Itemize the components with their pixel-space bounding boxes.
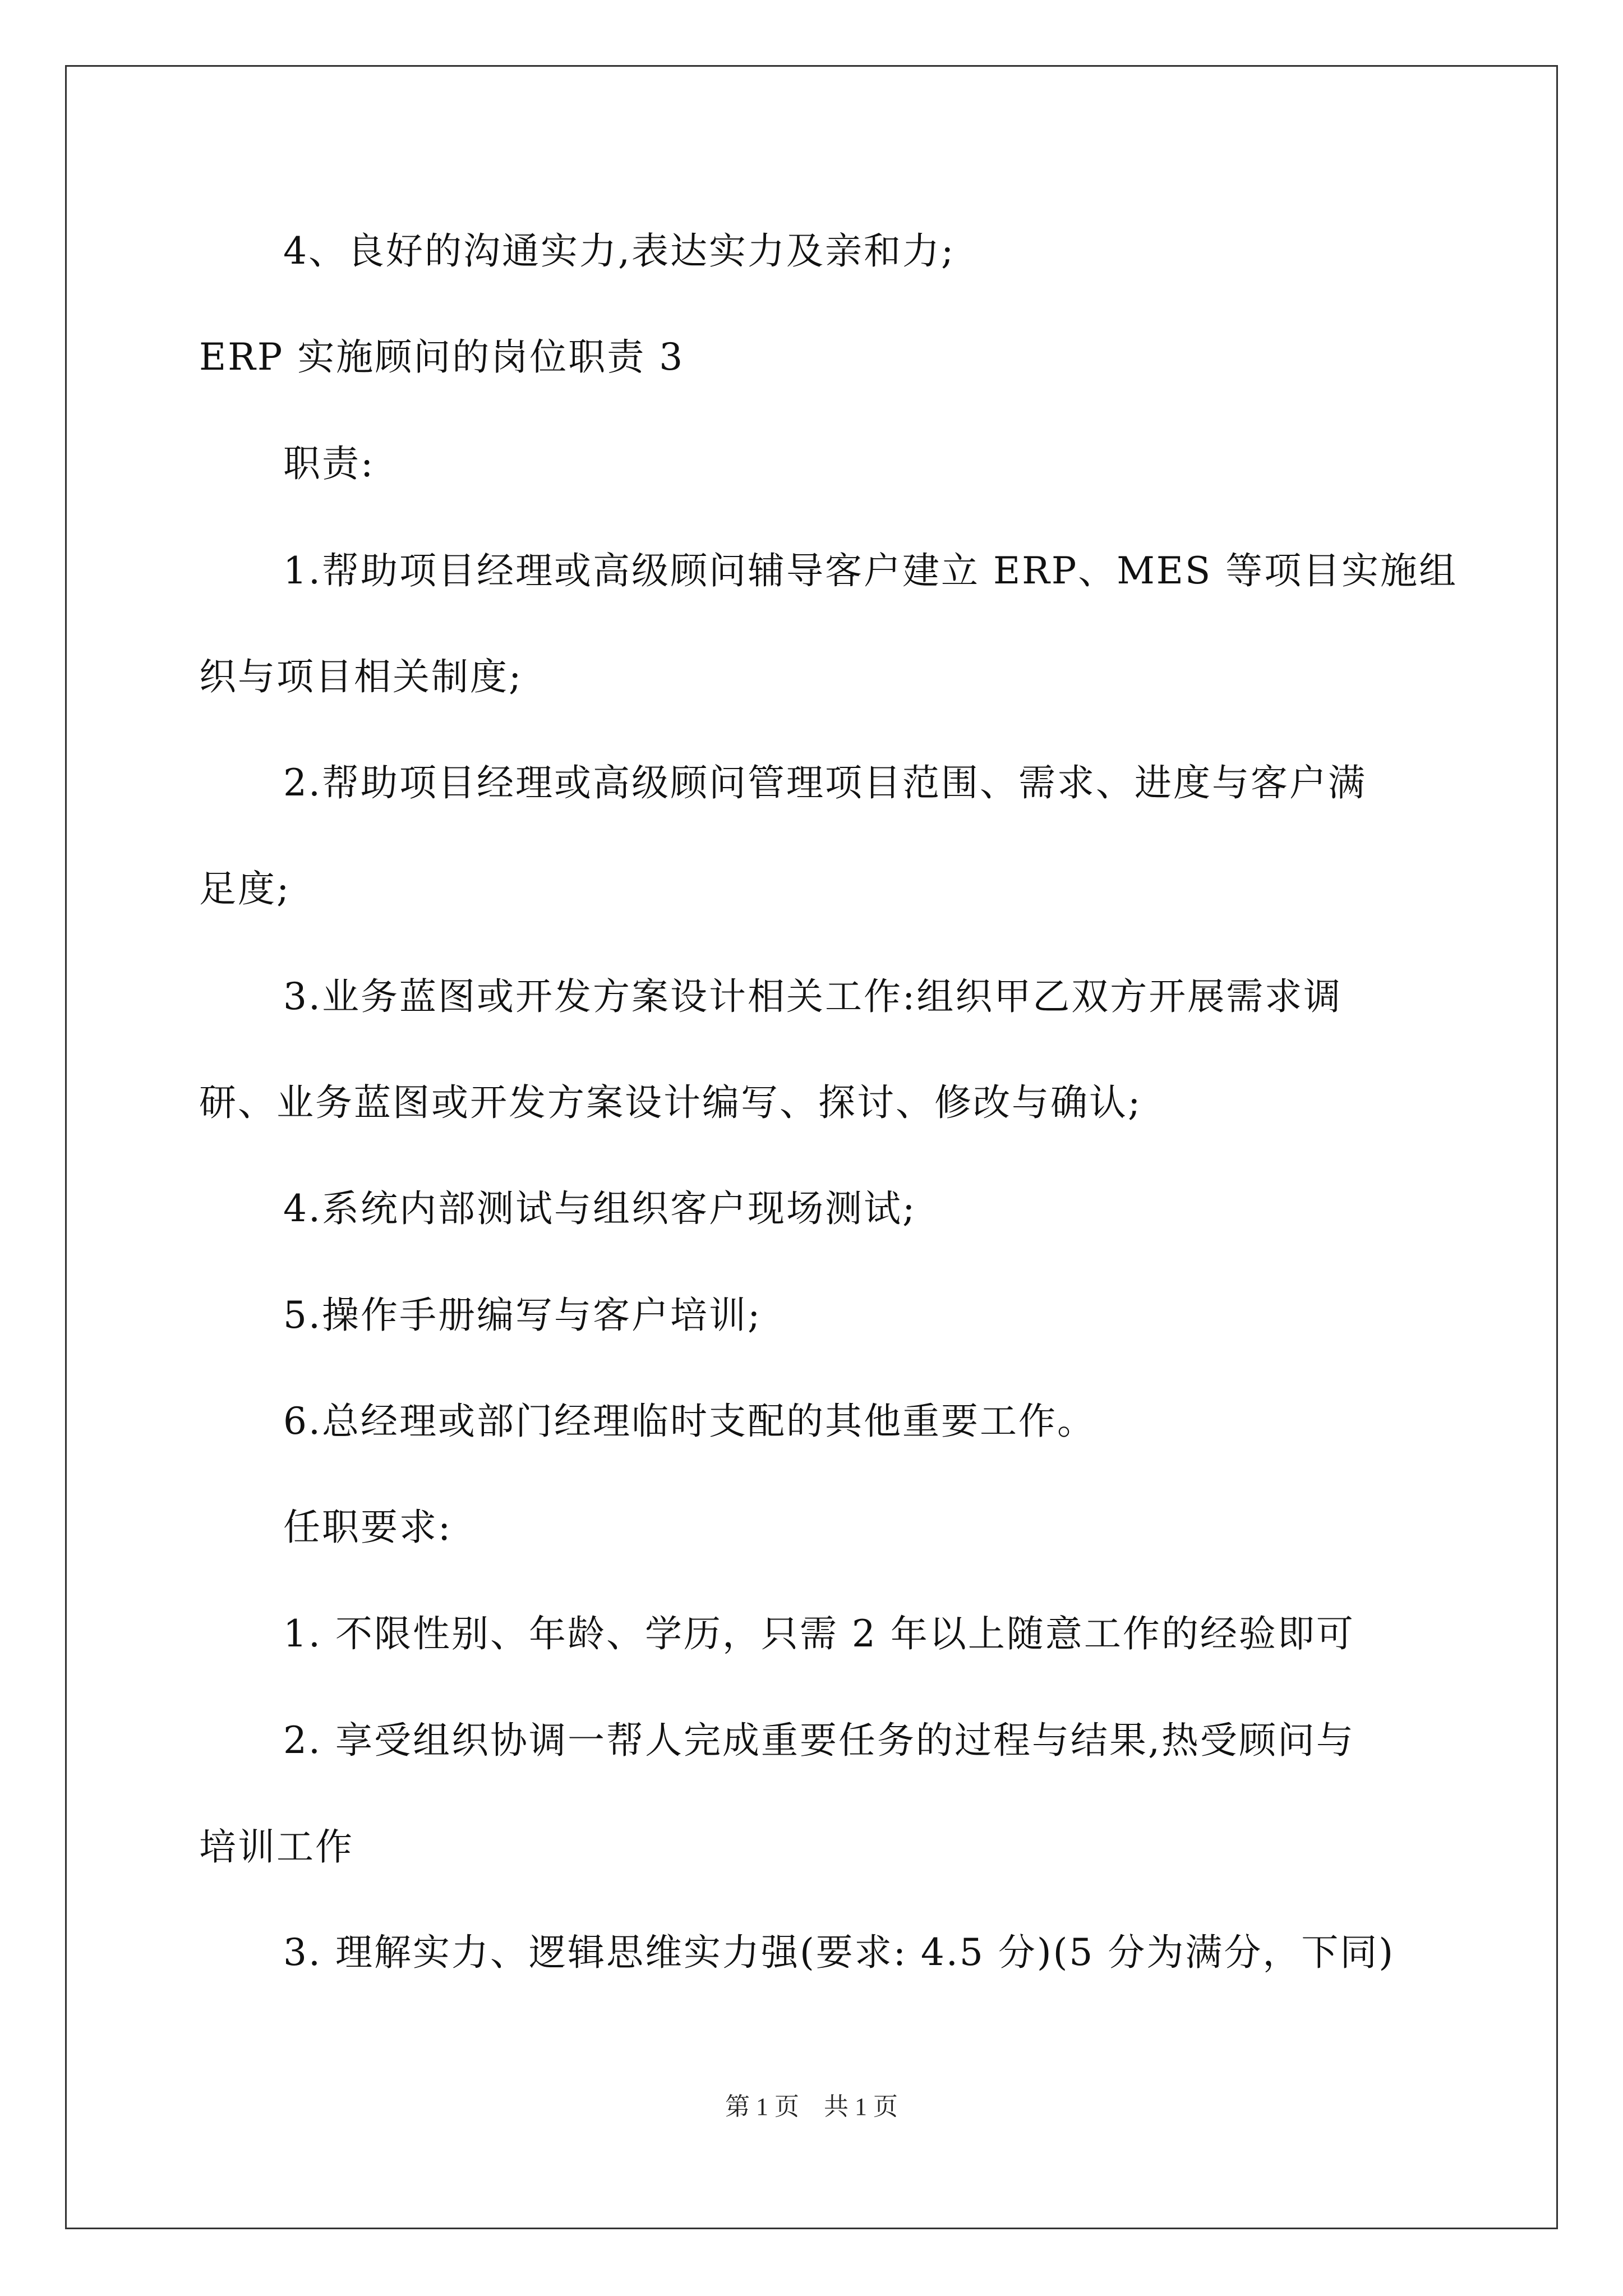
page-number-footer: 第 1 页 共 1 页	[725, 2093, 898, 2120]
list-item: 1. 不限性别、年龄、学历，只需 2 年以上随意工作的经验即可	[283, 1612, 1355, 1655]
list-item-continuation: 研、业务蓝图或开发方案设计编写、探讨、修改与确认;	[199, 1081, 1142, 1124]
list-item-continuation: 培训工作	[199, 1825, 354, 1869]
list-item: 2.帮助项目经理或高级顾问管理项目范围、需求、进度与客户满	[283, 761, 1367, 804]
list-item: 4.系统内部测试与组织客户现场测试;	[283, 1187, 917, 1230]
page-border	[65, 65, 1558, 2229]
list-item-continuation: 足度;	[199, 867, 291, 910]
list-item: 5.操作手册编写与客户培训;	[283, 1294, 762, 1337]
list-item: 2. 享受组织协调一帮人完成重要任务的过程与结果,热受顾问与	[283, 1719, 1355, 1762]
list-item: 1.帮助项目经理或高级顾问辅导客户建立 ERP、MES 等项目实施组	[283, 549, 1458, 592]
subheading-requirements: 任职要求:	[283, 1506, 453, 1549]
list-item: 3. 理解实力、逻辑思维实力强(要求: 4.5 分)(5 分为满分，下同)	[283, 1931, 1395, 1974]
list-item: 6.总经理或部门经理临时支配的其他重要工作。	[283, 1400, 1096, 1443]
list-item: 4、良好的沟通实力,表达实力及亲和力;	[283, 229, 956, 273]
list-item-continuation: 织与项目相关制度;	[199, 655, 523, 698]
subheading-duties: 职责:	[283, 442, 375, 485]
list-item: 3.业务蓝图或开发方案设计相关工作:组织甲乙双方开展需求调	[283, 975, 1343, 1018]
section-heading: ERP 实施顾问的岗位职责 3	[199, 335, 685, 379]
